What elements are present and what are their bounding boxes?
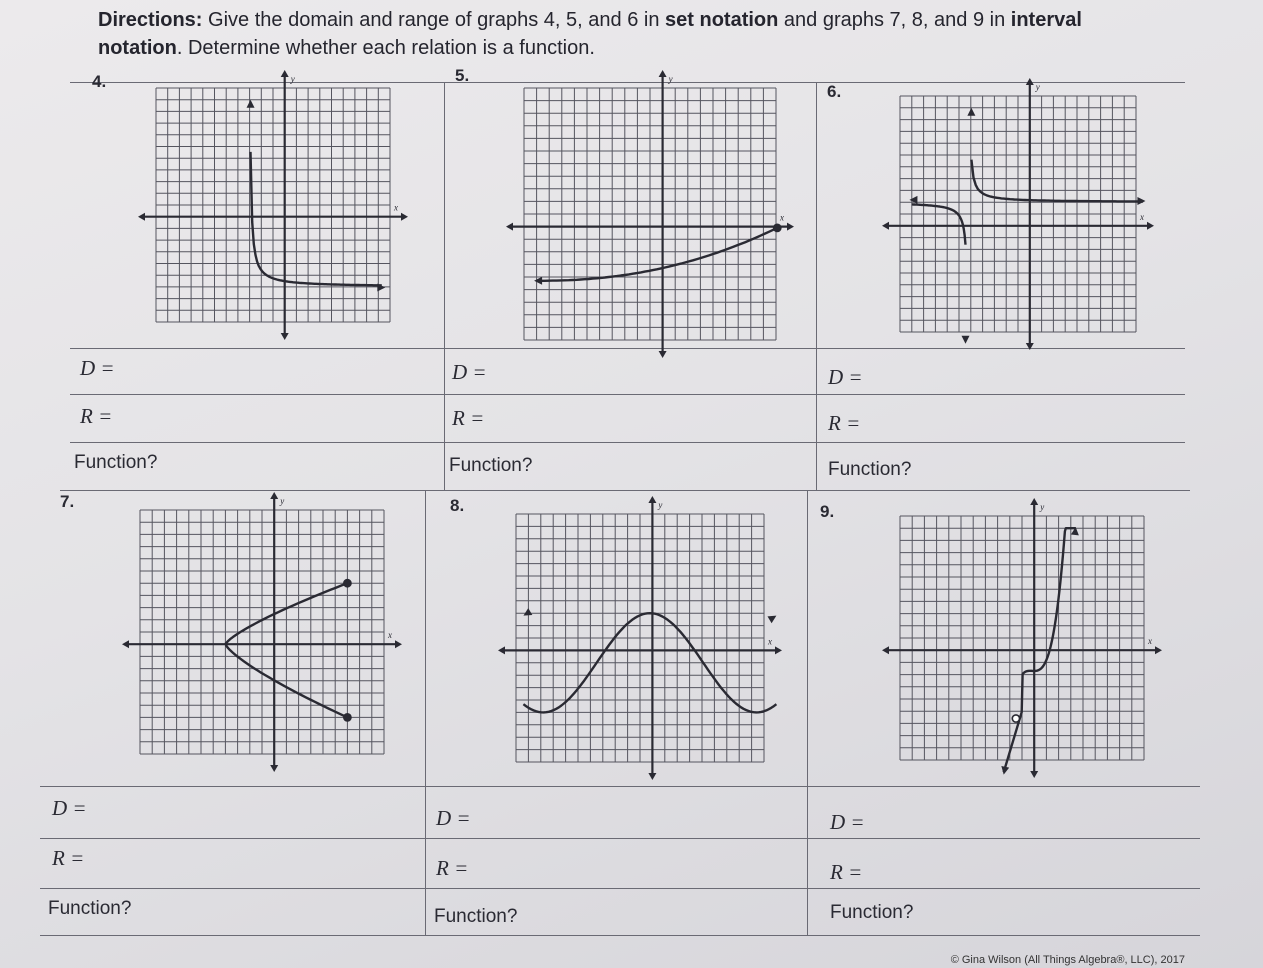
- y-axis-label: y: [290, 74, 295, 84]
- graph-4: [140, 72, 420, 342]
- graph-7: [120, 490, 400, 780]
- x-axis-label: x: [768, 636, 772, 647]
- row2-function-line: [40, 888, 1200, 889]
- graph-9: [888, 498, 1178, 788]
- y-axis-arrow-bottom: [281, 333, 289, 340]
- directions-label: Directions:: [98, 9, 203, 31]
- curve-arrow: [523, 608, 532, 616]
- problem-8-number: 8.: [450, 496, 465, 515]
- graph-curve: [251, 152, 382, 286]
- x-axis-arrow-right: [775, 646, 782, 654]
- y-axis-label: y: [1040, 502, 1045, 512]
- problem-6-number: 6.: [827, 82, 842, 101]
- graph-5: [512, 72, 792, 342]
- x-axis-arrow-left: [138, 213, 145, 221]
- problem-5-domain-label: D =: [452, 360, 487, 384]
- y-axis-arrow-top: [270, 492, 278, 499]
- directions-part-1: Give the domain and range of graphs 4, 5, and 6 in: [208, 9, 660, 31]
- x-axis-label: x: [1140, 211, 1144, 222]
- y-axis-arrow-top: [659, 70, 667, 77]
- x-axis-arrow-right: [1155, 646, 1162, 654]
- y-axis-label: y: [1035, 82, 1040, 92]
- copyright-footer: © Gina Wilson (All Things Algebra®, LLC), 2017: [950, 954, 1185, 966]
- problem-8-domain-label: D =: [436, 806, 471, 830]
- graph-curve: [971, 160, 1143, 202]
- x-axis-label: x: [1148, 636, 1152, 647]
- problem-6-domain: [828, 365, 863, 390]
- directions-part-3: . Determine whether each relation is a function.: [176, 37, 595, 59]
- problem-5-range: [452, 406, 484, 431]
- problem-4-range: [80, 404, 112, 429]
- problem-5-function: Function?: [449, 455, 533, 476]
- directions-interval-notation: interval notation: [98, 9, 1082, 59]
- x-axis-arrow-left: [882, 222, 889, 230]
- x-axis-arrow-right: [1147, 222, 1154, 230]
- problem-5-domain: [452, 360, 487, 385]
- problem-8-domain: [436, 806, 471, 831]
- open-point: [1012, 715, 1019, 722]
- problem-4-function: Function?: [74, 452, 158, 473]
- curve-arrow: [247, 100, 255, 108]
- problem-7-domain-label: D =: [52, 796, 87, 820]
- problem-5-number: 5.: [455, 66, 470, 85]
- problem-4-range-label: R =: [80, 404, 113, 428]
- problem-8-range: [436, 856, 468, 881]
- problem-7-number: 7.: [60, 492, 75, 511]
- graph-curve: [537, 228, 778, 281]
- closed-point: [774, 224, 781, 231]
- problem-6-function: Function?: [828, 459, 912, 480]
- problem-4-domain-label: D =: [80, 356, 115, 380]
- problem-7-function: Function?: [48, 898, 132, 919]
- problem-8-range-label: R =: [436, 856, 469, 880]
- problem-6-range: [828, 411, 860, 436]
- problem-9-domain: [830, 810, 865, 835]
- directions-text: [98, 6, 1158, 62]
- x-axis-arrow-right: [401, 213, 408, 221]
- directions-part-2: and graphs 7, 8, and 9 in: [783, 9, 1006, 31]
- curve-arrow: [534, 277, 542, 285]
- problem-9-number: 9.: [820, 502, 835, 521]
- closed-point: [344, 580, 351, 587]
- y-axis-label: y: [668, 74, 673, 84]
- row1-function-line: [70, 442, 1185, 443]
- directions-set-notation: set notation: [665, 9, 779, 31]
- problem-4-domain: [80, 356, 115, 381]
- y-axis-arrow-top: [1030, 498, 1038, 505]
- graph-6: [880, 82, 1160, 352]
- y-axis-arrow-bottom: [1026, 343, 1034, 350]
- x-axis-arrow-left: [498, 646, 505, 654]
- y-axis-arrow-top: [1026, 78, 1034, 85]
- x-axis-arrow-left: [122, 640, 129, 648]
- y-axis-arrow-top: [281, 70, 289, 77]
- curve-arrow: [1001, 766, 1009, 775]
- y-axis-arrow-top: [648, 496, 656, 503]
- graph-8: [500, 492, 790, 782]
- y-axis-label: y: [280, 496, 285, 506]
- problem-9-range: [830, 860, 862, 885]
- graph-curve: [912, 204, 966, 244]
- curve-arrow: [961, 336, 969, 344]
- row2-bottom-line: [40, 935, 1200, 936]
- problem-4-number: 4.: [92, 72, 107, 91]
- problem-9-function: Function?: [830, 902, 914, 923]
- curve-arrow: [767, 616, 776, 624]
- closed-point: [344, 714, 351, 721]
- row2-range-line: [40, 838, 1200, 839]
- y-axis-arrow-bottom: [648, 773, 656, 780]
- problem-8-function: Function?: [434, 906, 518, 927]
- y-axis-arrow-bottom: [270, 765, 278, 772]
- problem-7-domain: [52, 796, 87, 821]
- curve-arrow: [967, 108, 975, 116]
- problem-6-range-label: R =: [828, 411, 861, 435]
- x-axis-label: x: [394, 202, 398, 213]
- problem-9-domain-label: D =: [830, 810, 865, 834]
- problem-9-range-label: R =: [830, 860, 863, 884]
- problem-5-range-label: R =: [452, 406, 485, 430]
- y-axis-label: y: [658, 500, 663, 510]
- row1-range-line: [70, 394, 1185, 395]
- problem-6-domain-label: D =: [828, 365, 863, 389]
- problem-7-range: [52, 846, 84, 871]
- x-axis-label: x: [388, 630, 392, 641]
- y-axis-arrow-bottom: [1030, 771, 1038, 778]
- problem-7-range-label: R =: [52, 846, 85, 870]
- x-axis-label: x: [780, 212, 784, 223]
- curve-arrow: [1137, 197, 1145, 205]
